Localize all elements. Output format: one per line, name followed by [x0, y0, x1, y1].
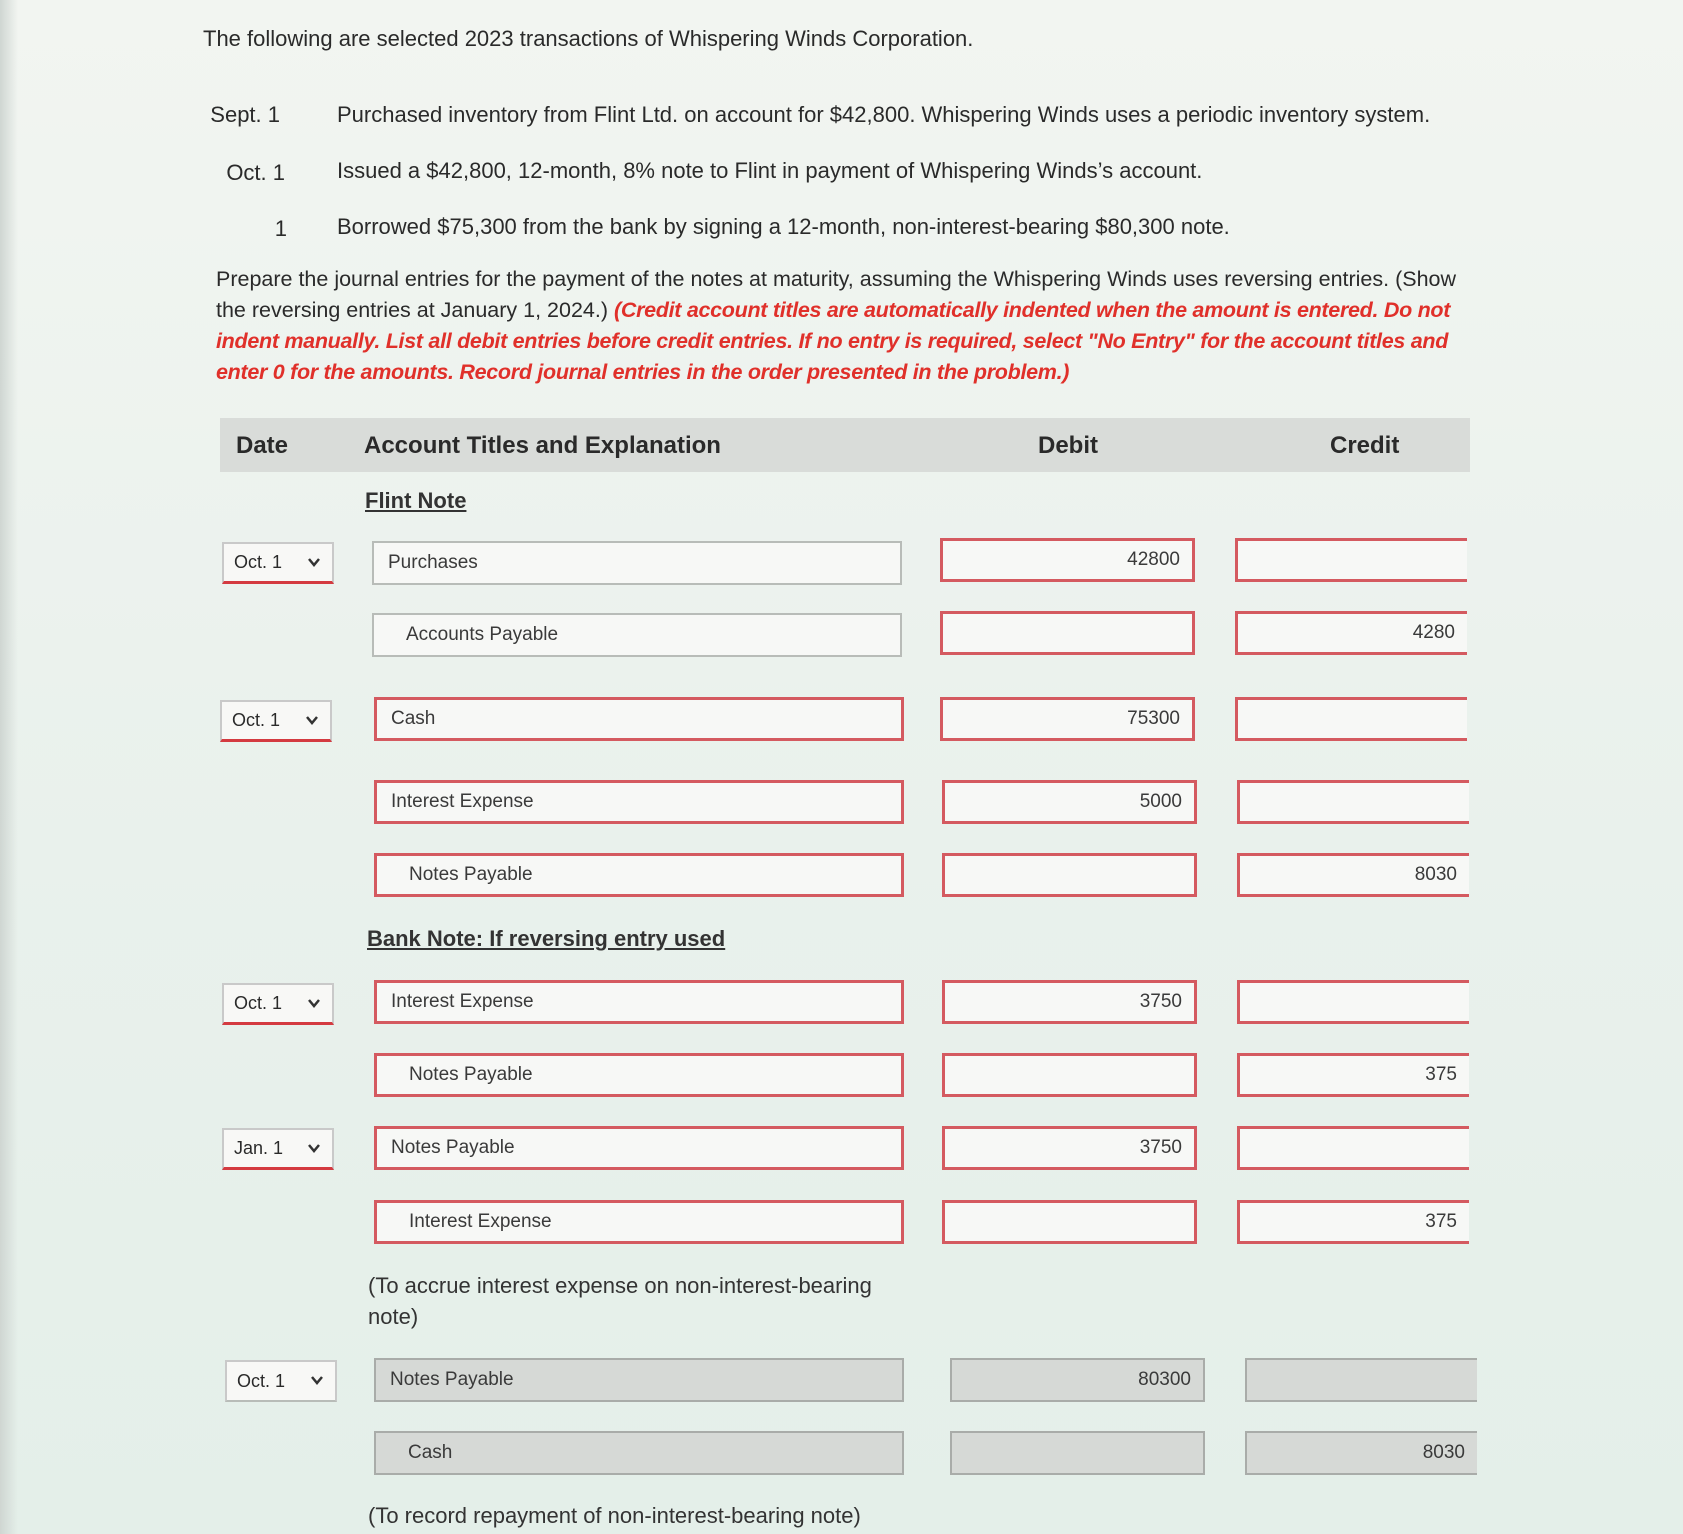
- account-title-input[interactable]: Cash: [374, 1431, 904, 1475]
- credit-input[interactable]: [1235, 697, 1467, 741]
- credit-column-header: Credit: [1330, 432, 1400, 459]
- chevron-down-icon: [309, 1372, 325, 1388]
- intro-text: The following are selected 2023 transactions of Whispering Winds Corporation.: [203, 26, 974, 51]
- credit-input[interactable]: 375: [1237, 1053, 1469, 1097]
- transaction-description: Issued a $42,800, 12-month, 8% note to Flint in payment of Whispering Winds’s account.: [337, 158, 1203, 183]
- accrue-interest-explanation: (To accrue interest expense on non-interest-bearing note): [368, 1273, 872, 1329]
- transaction-description: Purchased inventory from Flint Ltd. on account for $42,800. Whispering Winds uses a periodic inventory system.: [337, 102, 1431, 127]
- bank-note-title: Bank Note: If reversing entry used: [367, 926, 726, 951]
- debit-input[interactable]: 5000: [942, 780, 1197, 824]
- date-select[interactable]: [220, 700, 332, 742]
- instructions-warning: (Credit account titles are automatically indented when the amount is entered. Do not indent manually. List all debit entries before credit entries. If no entry is required, select "No Entry" for the account titles and enter 0 for the amounts. Record journal entries in the order presented in the problem.): [216, 298, 1451, 384]
- instructions-text: Prepare the journal entries for the payment of the notes at maturity, assuming the Whispering Winds uses reversing entries. (Show the reversing entries at January 1, 2024.): [216, 267, 1457, 322]
- debit-column-header: Debit: [1038, 432, 1098, 459]
- credit-input[interactable]: 8030: [1237, 853, 1469, 897]
- credit-input[interactable]: [1235, 538, 1467, 582]
- transaction-date: 1: [274, 216, 287, 241]
- debit-input[interactable]: [940, 611, 1195, 655]
- credit-input[interactable]: 8030: [1245, 1431, 1477, 1475]
- debit-input[interactable]: 75300: [940, 697, 1195, 741]
- account-title-input[interactable]: Accounts Payable: [372, 613, 902, 657]
- account-title-input[interactable]: Notes Payable: [374, 1126, 904, 1170]
- account-title-input[interactable]: Notes Payable: [374, 1358, 904, 1402]
- date-select[interactable]: [225, 1360, 337, 1402]
- date-select[interactable]: [222, 983, 334, 1025]
- account-title-input[interactable]: Interest Expense: [374, 780, 904, 824]
- instructions: [216, 264, 1466, 388]
- debit-input[interactable]: 3750: [942, 980, 1197, 1024]
- debit-input[interactable]: [942, 853, 1197, 897]
- credit-input[interactable]: 4280: [1235, 611, 1467, 655]
- chevron-down-icon: [306, 1140, 322, 1156]
- date-select-value: Oct. 1: [232, 710, 281, 730]
- account-title-input[interactable]: Purchases: [372, 541, 902, 585]
- account-title-input[interactable]: Cash: [374, 697, 904, 741]
- chevron-down-icon: [304, 712, 320, 728]
- date-select-value: Oct. 1: [234, 993, 283, 1013]
- debit-input[interactable]: 3750: [942, 1126, 1197, 1170]
- credit-input[interactable]: [1237, 1126, 1469, 1170]
- chevron-down-icon: [306, 995, 322, 1011]
- credit-input[interactable]: [1237, 980, 1469, 1024]
- flint-note-title: Flint Note: [365, 488, 467, 513]
- date-column-header: Date: [236, 432, 289, 459]
- credit-input[interactable]: [1237, 780, 1469, 824]
- transaction-date: Oct. 1: [226, 160, 285, 185]
- debit-input[interactable]: [942, 1053, 1197, 1097]
- repayment-explanation: (To record repayment of non-interest-bearing note): [368, 1503, 861, 1528]
- date-select-value: Jan. 1: [234, 1138, 284, 1158]
- account-title-input[interactable]: Interest Expense: [374, 980, 904, 1024]
- transaction-description: Borrowed $75,300 from the bank by signing a 12-month, non-interest-bearing $80,300 note.: [337, 214, 1230, 239]
- date-select-value: Oct. 1: [234, 552, 283, 572]
- account-column-header: Account Titles and Explanation: [364, 432, 721, 459]
- debit-input[interactable]: 42800: [940, 538, 1195, 582]
- debit-input[interactable]: [950, 1431, 1205, 1475]
- transaction-date: Sept. 1: [210, 102, 280, 127]
- account-title-input[interactable]: Notes Payable: [374, 1053, 904, 1097]
- date-select-value: Oct. 1: [237, 1370, 286, 1391]
- date-select[interactable]: [222, 1128, 334, 1170]
- credit-input[interactable]: [1245, 1358, 1477, 1402]
- chevron-down-icon: [306, 554, 322, 570]
- date-select[interactable]: [222, 542, 334, 584]
- debit-input[interactable]: 80300: [950, 1358, 1205, 1402]
- credit-input[interactable]: 375: [1237, 1200, 1469, 1244]
- account-title-input[interactable]: Notes Payable: [374, 853, 904, 897]
- page-edge-shadow: [0, 0, 18, 1534]
- account-title-input[interactable]: Interest Expense: [374, 1200, 904, 1244]
- debit-input[interactable]: [942, 1200, 1197, 1244]
